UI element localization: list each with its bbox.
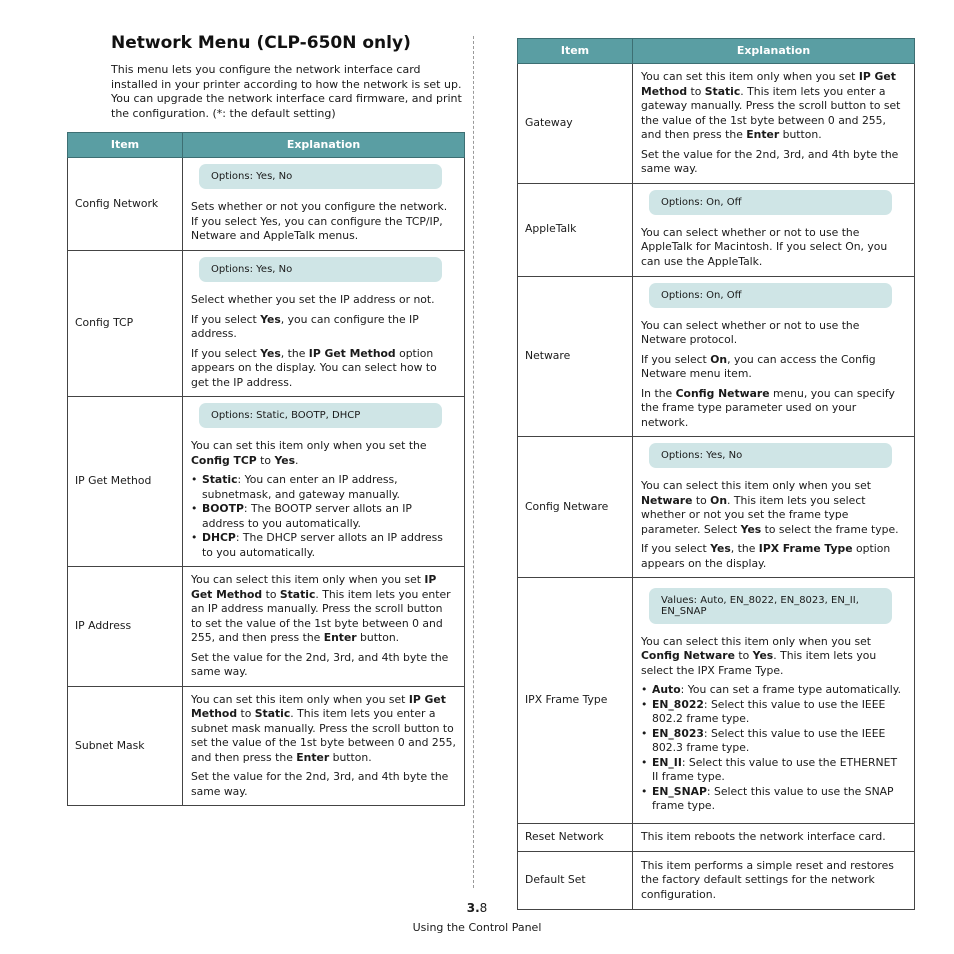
text-run: to	[687, 84, 705, 98]
item-name: AppleTalk	[518, 183, 633, 276]
text-run: : Select this value to use the SNAP frame type.	[652, 784, 894, 812]
bold-term: DHCP	[202, 531, 236, 544]
header-explanation: Explanation	[633, 39, 915, 64]
page-title: Network Menu (CLP-650N only)	[111, 33, 411, 53]
item-name: IP Get Method	[68, 397, 183, 567]
text-run: If you select	[191, 346, 261, 360]
bold-term: IPX Frame Type	[758, 542, 853, 555]
bullet-list	[191, 473, 456, 560]
item-explanation	[633, 824, 915, 852]
explanation-paragraph	[641, 859, 906, 903]
explanation-paragraph	[641, 635, 906, 679]
bold-term: BOOTP	[202, 502, 244, 515]
table-row	[518, 437, 915, 578]
explanation-paragraph	[191, 693, 456, 766]
list-item	[641, 727, 906, 756]
options-box: Options: Yes, No	[199, 257, 442, 282]
text-run: You can set this item only when you set the	[191, 439, 427, 452]
table-row	[68, 567, 465, 687]
bold-term: Enter	[296, 750, 330, 764]
table-row	[518, 183, 915, 276]
explanation-paragraph	[641, 479, 906, 537]
explanation-paragraph	[191, 313, 456, 342]
table-header-row	[518, 39, 915, 64]
table-row	[68, 397, 465, 567]
bold-term: IP Get Method	[641, 70, 896, 98]
menu-table-left	[67, 132, 465, 806]
table-row	[518, 276, 915, 437]
list-item	[191, 502, 456, 531]
table-row	[68, 686, 465, 806]
chapter-number: 3.	[466, 901, 480, 915]
bold-term: Enter	[746, 128, 780, 141]
item-name: Netware	[518, 276, 633, 437]
item-explanation	[183, 567, 465, 687]
text-run: option appears on the display. You can select how to get the IP address.	[191, 346, 437, 389]
text-run: button.	[779, 128, 822, 141]
bold-term: Yes	[260, 312, 281, 326]
header-item: Item	[518, 39, 633, 64]
text-run: , you can access the Config Netware menu item.	[641, 352, 876, 380]
text-run: . This item lets you enter a subnet mask manually. Press the scroll button to set the value of the 1st byte between 0 and 255, and then press the	[191, 707, 456, 764]
table-row	[518, 824, 915, 852]
item-explanation	[183, 686, 465, 806]
column-divider	[473, 36, 474, 888]
bold-term: Config Netware	[641, 649, 735, 662]
text-run: . This item lets you enter a gateway manually. Press the scroll button to set the value of the 1st byte between 0 and 255, and then press the	[641, 84, 901, 141]
item-explanation	[183, 397, 465, 567]
header-explanation: Explanation	[183, 133, 465, 158]
item-explanation	[633, 578, 915, 824]
item-name: Default Set	[518, 852, 633, 910]
options-box: Options: Static, BOOTP, DHCP	[199, 403, 442, 428]
text-run: You can set this item only when you set	[641, 70, 859, 83]
text-run: : The DHCP server allots an IP address to you automatically.	[202, 531, 443, 559]
table-row	[68, 158, 465, 251]
text-run: : Select this value to use the IEEE 802.3 frame type.	[652, 726, 886, 754]
text-run: In the	[641, 386, 676, 400]
bullet-list	[641, 683, 906, 814]
text-run: option appears on the display.	[641, 542, 891, 570]
text-run: to	[237, 707, 255, 720]
page-number	[0, 901, 954, 915]
bold-term: On	[710, 493, 728, 507]
text-run: If you select	[641, 352, 711, 366]
text-run: : You can set a frame type automatically.	[680, 683, 902, 696]
explanation-paragraph	[191, 293, 456, 308]
text-run: to	[734, 649, 753, 662]
header-item: Item	[68, 133, 183, 158]
item-name: Gateway	[518, 64, 633, 184]
text-run: to select the frame type.	[761, 522, 899, 536]
item-explanation	[633, 64, 915, 184]
text-run: to	[692, 493, 711, 507]
item-name: Subnet Mask	[68, 686, 183, 806]
text-run: . This item lets you select whether or not you set the frame type parameter. Select	[641, 493, 866, 536]
text-run: You can select whether or not to use the Netware protocol.	[641, 318, 860, 346]
bold-term: IP Get Method	[308, 346, 396, 360]
item-explanation	[183, 158, 465, 251]
text-run: If you select	[191, 312, 261, 326]
bold-term: Netware	[641, 493, 693, 507]
bold-term: Static	[202, 473, 238, 486]
text-run: : Select this value to use the ETHERNET II frame type.	[652, 755, 898, 783]
text-run: button.	[356, 631, 400, 644]
bold-term: EN_8022	[652, 697, 704, 711]
options-box: Options: On, Off	[649, 190, 892, 215]
item-name: Config Netware	[518, 437, 633, 578]
item-name: Config TCP	[68, 251, 183, 397]
item-explanation	[183, 251, 465, 397]
list-item	[641, 785, 906, 814]
text-run: This item reboots the network interface card.	[641, 830, 886, 844]
options-box: Values: Auto, EN_8022, EN_8023, EN_II, EN_SNAP	[649, 588, 892, 624]
text-run: If you select	[641, 542, 711, 555]
item-explanation	[633, 437, 915, 578]
text-run: , the	[730, 542, 759, 555]
bold-term: EN_SNAP	[652, 784, 707, 798]
explanation-paragraph	[641, 353, 906, 382]
text-run: button.	[329, 750, 372, 764]
text-run: : Select this value to use the IEEE 802.2 frame type.	[652, 697, 886, 725]
text-run: You can select whether or not to use the AppleTalk for Macintosh. If you select On, you can use the AppleTalk.	[641, 225, 888, 268]
text-run: You can select this item only when you set	[641, 479, 871, 492]
bold-term: Yes	[260, 346, 281, 360]
bold-term: Yes	[752, 649, 774, 662]
text-run: Set the value for the 2nd, 3rd, and 4th byte the same way.	[191, 770, 449, 798]
explanation-paragraph	[641, 542, 906, 571]
explanation-paragraph	[641, 70, 906, 143]
explanation-paragraph	[641, 319, 906, 348]
item-name: IP Address	[68, 567, 183, 687]
bold-term: Yes	[710, 542, 731, 555]
text-run: to	[256, 453, 275, 467]
text-run: Set the value for the 2nd, 3rd, and 4th byte the same way.	[641, 147, 899, 175]
bold-term: Config Netware	[675, 386, 770, 400]
text-run: .	[295, 453, 299, 467]
bold-term: Yes	[740, 522, 762, 536]
explanation-paragraph	[191, 573, 456, 646]
text-run: Select whether you set the IP address or not.	[191, 293, 435, 306]
text-run: You can select this item only when you set	[641, 634, 871, 648]
table-row	[518, 64, 915, 184]
explanation-paragraph	[191, 200, 456, 244]
text-run: You can set this item only when you set	[191, 692, 409, 706]
bold-term: Enter	[323, 631, 357, 644]
table-row	[68, 251, 465, 397]
bold-term: Auto	[652, 683, 681, 696]
bold-term: Yes	[274, 453, 296, 467]
table-header-row	[68, 133, 465, 158]
text-run: menu, you can specify the frame type parameter used on your network.	[641, 386, 895, 429]
item-name: Config Network	[68, 158, 183, 251]
bold-term: EN_II	[652, 755, 682, 769]
bold-term: Static	[279, 587, 316, 601]
explanation-paragraph	[191, 770, 456, 799]
explanation-paragraph	[641, 148, 906, 177]
text-run: , the	[280, 346, 309, 360]
list-item	[641, 698, 906, 727]
menu-table-right	[517, 38, 915, 910]
explanation-paragraph	[641, 830, 906, 845]
bold-term: Config TCP	[191, 453, 257, 467]
item-explanation	[633, 183, 915, 276]
text-run: , you can configure the IP address.	[191, 312, 419, 340]
text-run: : You can enter an IP address, subnetmask, and gateway manually.	[202, 473, 400, 501]
list-item	[641, 683, 906, 698]
text-run: . This item lets you enter an IP address manually. Press the scroll button to set the value of the 1st byte between 0 and 255, and then press the	[191, 587, 451, 644]
explanation-paragraph	[191, 347, 456, 391]
intro-paragraph: This menu lets you configure the network interface card installed in your printer according to how the network is set up. You can upgrade the network interface card firmware, and print the configuration. (*: the default setting)	[111, 63, 462, 120]
explanation-paragraph	[641, 387, 906, 431]
list-item	[191, 531, 456, 560]
text-run: Sets whether or not you configure the network. If you select Yes, you can configure the TCP/IP, Netware and AppleTalk menus.	[191, 200, 448, 243]
table-row	[518, 578, 915, 824]
explanation-paragraph	[191, 439, 456, 468]
text-run: . This item lets you select the IPX Frame Type.	[641, 649, 877, 677]
bold-term: Static	[254, 707, 291, 720]
bold-term: EN_8023	[652, 726, 704, 740]
text-run: Set the value for the 2nd, 3rd, and 4th byte the same way.	[191, 650, 449, 678]
bold-term: On	[710, 352, 728, 366]
explanation-paragraph	[641, 226, 906, 270]
bold-term: IP Get Method	[191, 692, 446, 720]
text-run: : The BOOTP server allots an IP address to you automatically.	[202, 502, 412, 530]
text-run: to	[262, 587, 280, 601]
bold-term: IP Get Method	[191, 573, 437, 601]
list-item	[641, 756, 906, 785]
item-name: IPX Frame Type	[518, 578, 633, 824]
bold-term: Static	[704, 84, 741, 98]
list-item	[191, 473, 456, 502]
text-run: This item performs a simple reset and restores the factory default settings for the network configuration.	[641, 858, 894, 901]
text-run: You can select this item only when you set	[191, 573, 425, 586]
item-name: Reset Network	[518, 824, 633, 852]
page-index: 8	[479, 901, 488, 915]
footer-section-title: Using the Control Panel	[412, 921, 542, 934]
item-explanation	[633, 276, 915, 437]
explanation-paragraph	[191, 651, 456, 680]
options-box: Options: Yes, No	[649, 443, 892, 468]
options-box: Options: On, Off	[649, 283, 892, 308]
options-box: Options: Yes, No	[199, 164, 442, 189]
